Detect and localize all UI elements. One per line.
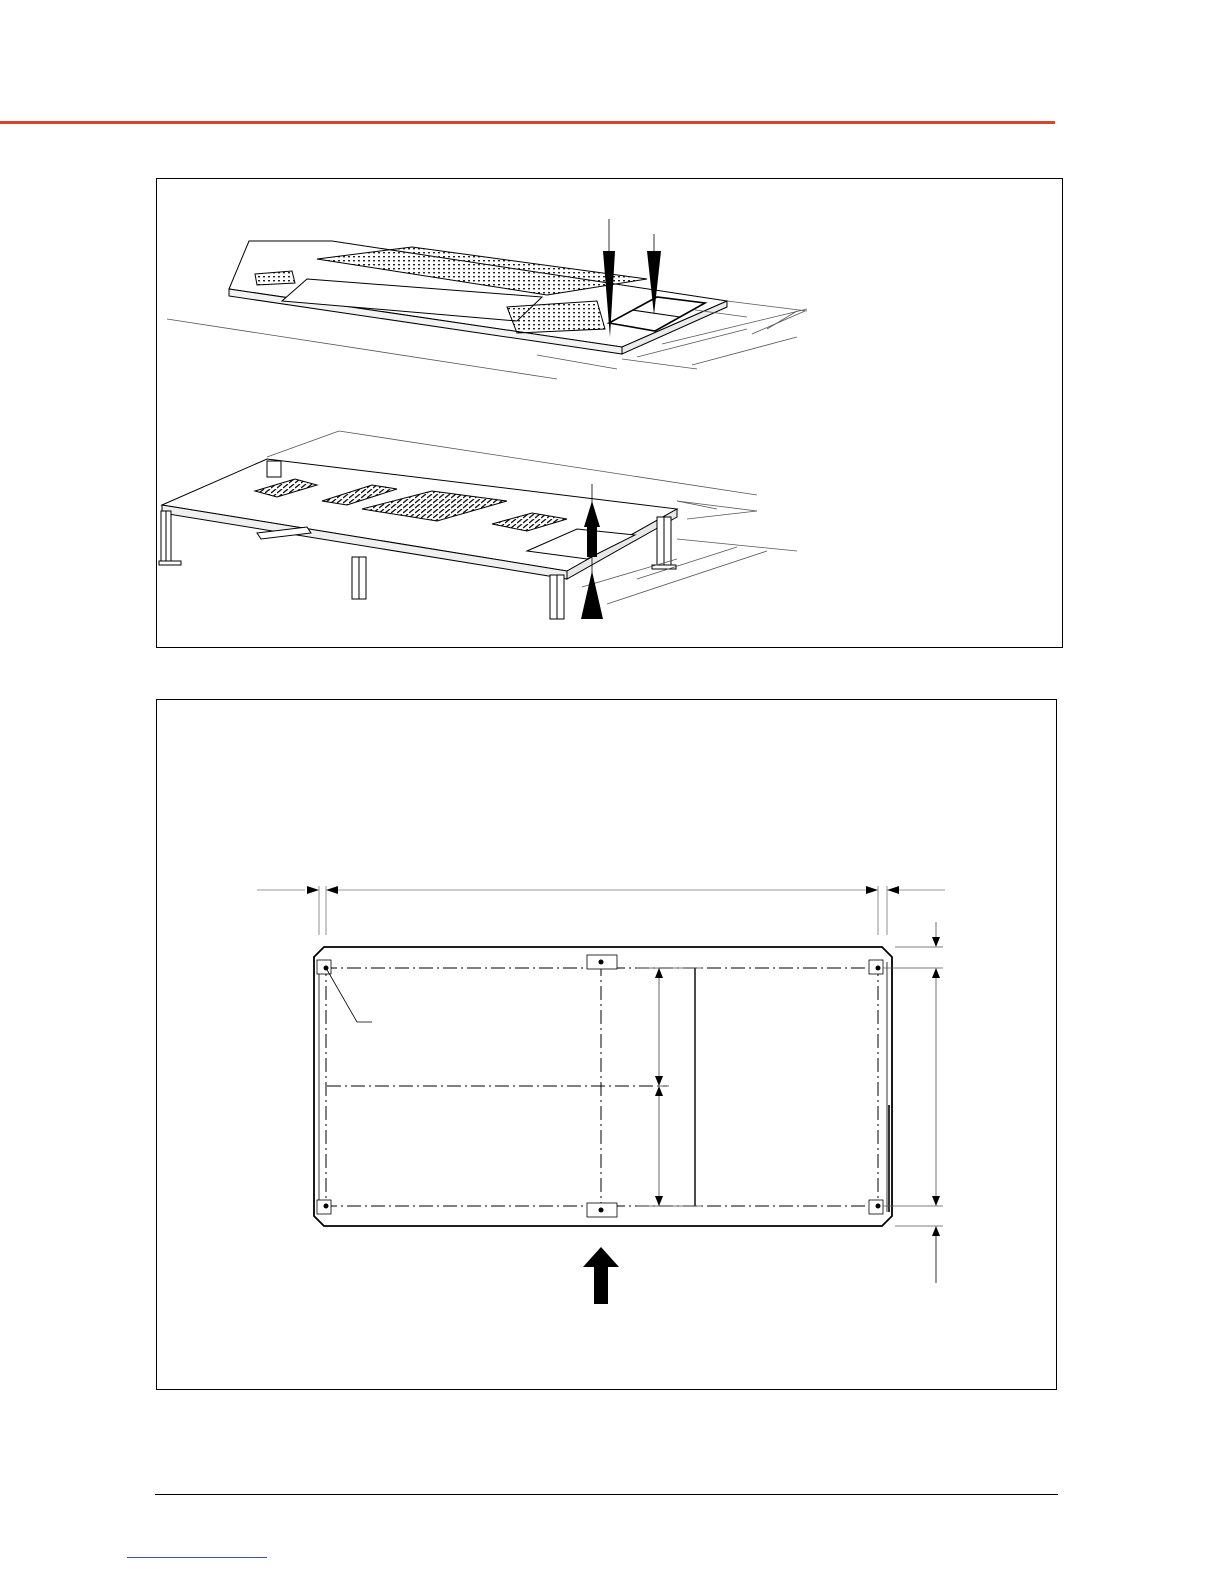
plan-view-figure xyxy=(157,700,1058,1391)
plan-view-figure-panel xyxy=(156,699,1057,1390)
floor-frame-drawing xyxy=(159,459,677,619)
hole-leader-line xyxy=(326,968,372,1022)
centerlines xyxy=(323,962,882,1212)
footer-link-underline[interactable] xyxy=(127,1557,267,1558)
overall-width-dimension xyxy=(257,886,945,935)
footer-rule xyxy=(155,1494,1058,1495)
inner-depth-dimensions xyxy=(637,968,702,1206)
header-rule xyxy=(0,121,1055,124)
front-direction-arrow-body xyxy=(594,1266,608,1304)
isometric-figure-panel xyxy=(156,178,1063,648)
front-direction-arrow-icon xyxy=(583,1247,619,1267)
isometric-figure xyxy=(157,179,1064,649)
